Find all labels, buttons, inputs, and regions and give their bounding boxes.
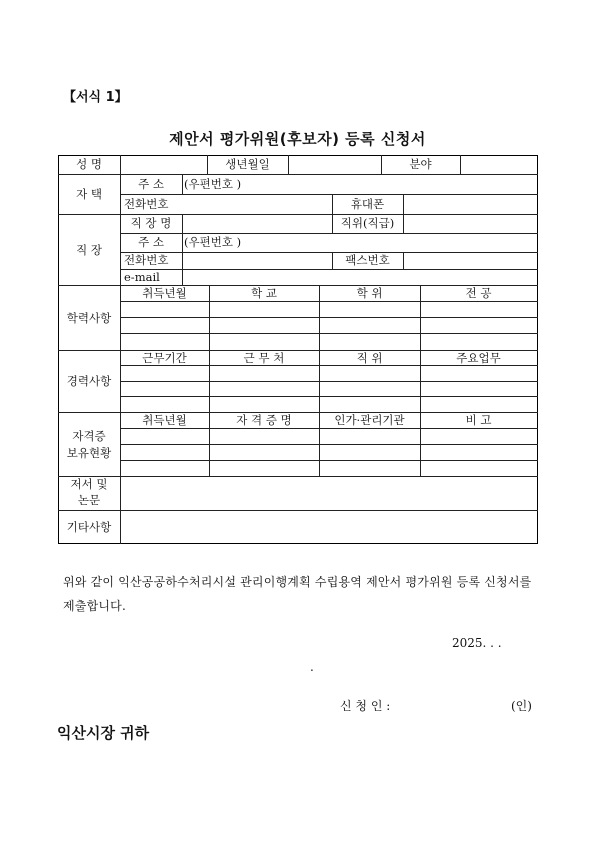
company-name-label: 직 장 명 — [130, 216, 172, 230]
certificates-header-note: 비 고 — [465, 413, 492, 427]
work-postal-field[interactable]: (우편번호 ) — [184, 235, 242, 249]
publications-label-line2: 논문 — [77, 493, 101, 507]
company-name-field[interactable] — [182, 216, 332, 230]
career-label: 경력사항 — [66, 374, 112, 388]
fax-field[interactable] — [403, 253, 537, 267]
certificates-label-line1: 자격증 — [72, 429, 106, 443]
education-header-degree: 학 위 — [356, 286, 383, 300]
date-dot: . — [310, 660, 314, 674]
home-phone-label: 전화번호 — [124, 197, 169, 211]
home-address-label: 주 소 — [138, 177, 164, 191]
other-label: 기타사항 — [66, 520, 112, 534]
home-postal-field[interactable]: (우편번호 ) — [184, 177, 242, 191]
position-field[interactable] — [403, 216, 537, 230]
form-number-label: 【서식 1】 — [63, 90, 128, 105]
date-line: 2025. . . — [452, 636, 502, 650]
fax-label: 팩스번호 — [345, 253, 390, 267]
email-field[interactable] — [182, 270, 537, 284]
certificates-header-name: 자 격 증 명 — [236, 413, 292, 427]
birth-date-label: 생년월일 — [225, 157, 270, 171]
email-label: e-mail — [124, 270, 160, 284]
certificates-label-line2: 보유현황 — [66, 446, 112, 460]
work-phone-field[interactable] — [182, 253, 332, 267]
other-field[interactable] — [121, 511, 537, 543]
education-header-date: 취득년월 — [142, 286, 187, 300]
career-header-position: 직 위 — [356, 351, 383, 365]
career-header-workplace: 근 무 처 — [243, 351, 285, 365]
publications-field[interactable] — [121, 477, 537, 510]
work-phone-label: 전화번호 — [124, 253, 169, 267]
field-label: 분야 — [409, 157, 432, 171]
work-address-label: 주 소 — [138, 235, 164, 249]
career-header-duties: 주요업무 — [456, 351, 501, 365]
form-title: 제안서 평가위원(후보자) 등록 신청서 — [169, 130, 426, 148]
birth-date-field[interactable] — [288, 157, 381, 171]
publications-label-line1: 저서 및 — [70, 477, 108, 491]
position-label: 직위(직급) — [340, 216, 395, 230]
work-label: 직 장 — [76, 243, 102, 257]
education-label: 학력사항 — [66, 311, 112, 325]
career-header-period: 근무기간 — [142, 351, 187, 365]
name-field[interactable] — [120, 157, 207, 171]
certificates-header-agency: 인가·관리기관 — [334, 413, 405, 427]
statement-text: 위와 같이 익산공공하수처리시설 관리이행계획 수립용역 제안서 평가위원 등록 신청서를 제출합니다. — [63, 575, 532, 613]
recipient: 익산시장 귀하 — [57, 724, 150, 742]
name-label: 성 명 — [76, 157, 102, 171]
home-label: 자 택 — [76, 187, 102, 201]
certificates-header-date: 취득년월 — [142, 413, 187, 427]
seal-mark: (인) — [511, 699, 532, 713]
applicant-label: 신 청 인 : — [340, 699, 391, 713]
education-header-school: 학 교 — [251, 286, 277, 300]
mobile-field[interactable] — [403, 197, 537, 211]
home-phone-field[interactable] — [182, 197, 332, 211]
education-header-major: 전 공 — [465, 286, 492, 300]
field-value[interactable] — [460, 157, 537, 171]
application-form-table — [58, 155, 538, 544]
mobile-label: 휴대폰 — [350, 197, 385, 211]
